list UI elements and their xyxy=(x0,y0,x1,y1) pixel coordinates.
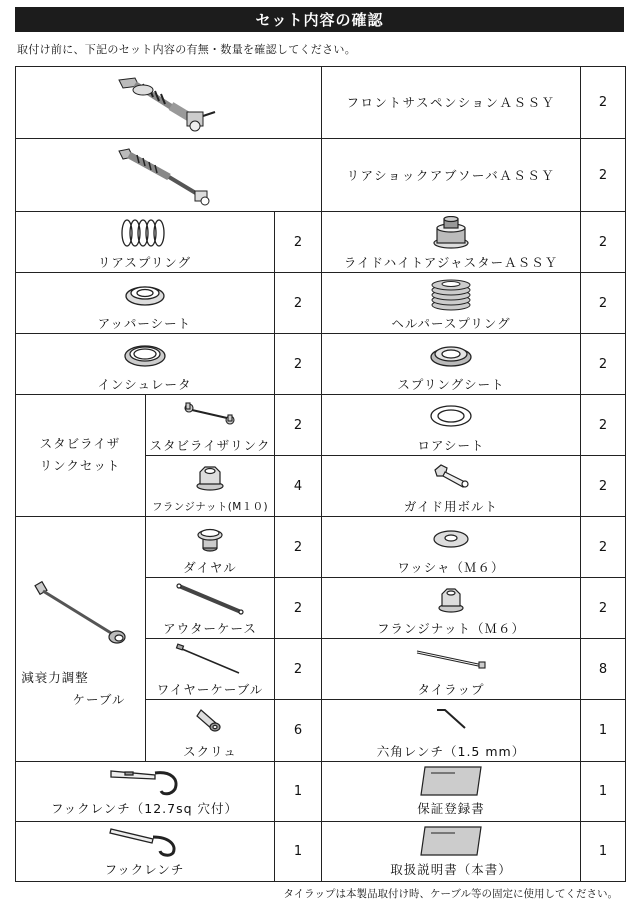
flange-nut-m10-qty: 4 xyxy=(275,456,322,517)
cable-icon xyxy=(33,579,129,647)
stabilizer-group-line2: リンクセット xyxy=(39,458,121,473)
insulator-cell xyxy=(15,334,275,395)
wire-cable-qty: 2 xyxy=(275,639,322,700)
seat-icon xyxy=(123,281,167,307)
document-icon xyxy=(411,825,491,857)
front-coilover-icon xyxy=(113,72,223,134)
damper-group-cell xyxy=(15,517,146,762)
wire-icon xyxy=(175,643,245,677)
spring-seat-qty: 2 xyxy=(581,334,626,395)
lower-seat-name: ロアシート xyxy=(417,438,485,453)
guide-bolt-qty: 2 xyxy=(581,456,626,517)
upper-seat-qty: 2 xyxy=(275,273,322,334)
guide-bolt-cell xyxy=(322,456,581,517)
flange-nut-m10-cell xyxy=(146,456,275,517)
tie-wrap-name: タイラップ xyxy=(417,682,485,697)
outer-case-qty: 2 xyxy=(275,578,322,639)
ride-height-adjuster-name: ライドハイトアジャスターＡＳＳＹ xyxy=(343,255,559,270)
manual-qty: 1 xyxy=(581,822,626,882)
upper-seat-name: アッパーシート xyxy=(97,316,192,331)
ride-height-adjuster-qty: 2 xyxy=(581,212,626,273)
hex-wrench-qty: 1 xyxy=(581,700,626,762)
hook-wrench-12-cell xyxy=(15,762,275,822)
helper-spring-qty: 2 xyxy=(581,273,626,334)
warranty-qty: 1 xyxy=(581,762,626,822)
flange-nut-m10-name: フランジナット(M１０) xyxy=(151,501,269,513)
lower-seat-qty: 2 xyxy=(581,395,626,456)
guide-bolt-name: ガイド用ボルト xyxy=(403,499,499,514)
bolt-icon xyxy=(431,462,471,492)
insulator-qty: 2 xyxy=(275,334,322,395)
screw-cell xyxy=(146,700,275,762)
dial-cell xyxy=(146,517,275,578)
dial-qty: 2 xyxy=(275,517,322,578)
damper-group-line2: ケーブル xyxy=(72,692,126,707)
washer-m6-name: ワッシャ（Ｍ６） xyxy=(397,560,505,575)
tie-wrap-qty: 8 xyxy=(581,639,626,700)
rear-spring-name: リアスプリング xyxy=(97,255,192,270)
helper-spring-cell xyxy=(322,273,581,334)
spring-icon xyxy=(115,217,175,249)
ride-height-adjuster-cell xyxy=(322,212,581,273)
hook-wrench-cell xyxy=(15,822,275,882)
hex-key-icon xyxy=(431,706,471,734)
adjuster-icon xyxy=(431,216,471,250)
dial-icon xyxy=(195,522,225,554)
outer-case-cell xyxy=(146,578,275,639)
nut-icon xyxy=(195,462,225,492)
damper-group-line1: 減衰力調整 xyxy=(21,670,89,685)
rear-spring-cell xyxy=(15,212,275,273)
outer-case-name: アウターケース xyxy=(163,621,257,636)
hook-wrench-qty: 1 xyxy=(275,822,322,882)
helper-spring-icon xyxy=(429,276,473,312)
warranty-cell xyxy=(322,762,581,822)
spring-seat-cell xyxy=(322,334,581,395)
intro-text: 取付け前に、下記のセット内容の有無・数量を確認してください。 xyxy=(17,43,356,56)
stabilizer-group-line1: スタビライザ xyxy=(39,436,121,451)
upper-seat-cell xyxy=(15,273,275,334)
rear-spring-qty: 2 xyxy=(275,212,322,273)
warranty-name: 保証登録書 xyxy=(417,801,485,816)
flange-nut-m6-qty: 2 xyxy=(581,578,626,639)
insulator-name: インシュレータ xyxy=(97,377,192,392)
stabilizer-group-cell xyxy=(15,395,146,517)
tie-wrap-icon xyxy=(413,647,489,671)
lower-seat-cell xyxy=(322,395,581,456)
dial-name: ダイヤル xyxy=(183,560,237,575)
stabilizer-link-qty: 2 xyxy=(275,395,322,456)
document-icon xyxy=(411,765,491,797)
ring-icon xyxy=(429,403,473,429)
spring-seat-icon xyxy=(429,342,473,368)
washer-m6-qty: 2 xyxy=(581,517,626,578)
screw-icon xyxy=(195,706,225,734)
front-suspension-image-cell xyxy=(15,66,322,139)
rear-shock-qty: 2 xyxy=(581,139,626,212)
washer-icon xyxy=(431,527,471,549)
manual-name: 取扱説明書（本書） xyxy=(390,862,512,877)
rear-shock-name: リアショックアブソーバＡＳＳＹ xyxy=(322,139,581,212)
screw-qty: 6 xyxy=(275,700,322,762)
hook-wrench-name: フックレンチ xyxy=(104,862,185,877)
rod-icon xyxy=(175,582,245,616)
hook-wrench-icon xyxy=(105,765,185,797)
flange-nut-m6-name: フランジナット（Ｍ６） xyxy=(377,621,525,636)
tie-wrap-cell xyxy=(322,639,581,700)
helper-spring-name: ヘルパースプリング xyxy=(391,316,511,331)
front-suspension-qty: 2 xyxy=(581,66,626,139)
footnote: タイラップは本製品取付け時、ケーブル等の固定に使用してください。 xyxy=(283,888,618,900)
stabilizer-link-name: スタビライザリンク xyxy=(149,438,271,453)
hex-wrench-name: 六角レンチ（1.5 mm） xyxy=(376,744,526,759)
page-title: セット内容の確認 xyxy=(15,7,624,32)
hook-wrench-icon xyxy=(105,825,185,857)
hex-wrench-cell xyxy=(322,700,581,762)
flange-nut-m6-cell xyxy=(322,578,581,639)
hook-wrench-12-qty: 1 xyxy=(275,762,322,822)
parts-table xyxy=(15,66,626,882)
nut-icon xyxy=(436,584,466,614)
rear-shock-icon xyxy=(113,145,223,207)
insulator-icon xyxy=(123,342,167,368)
front-suspension-name: フロントサスペンションＡＳＳＹ xyxy=(322,66,581,139)
wire-cable-cell xyxy=(146,639,275,700)
spring-seat-name: スプリングシート xyxy=(397,377,505,392)
wire-cable-name: ワイヤーケーブル xyxy=(156,682,264,697)
manual-cell xyxy=(322,822,581,882)
stabilizer-link-cell xyxy=(146,395,275,456)
hook-wrench-12-name: フックレンチ（12.7sq 穴付） xyxy=(50,801,239,816)
washer-m6-cell xyxy=(322,517,581,578)
stabilizer-link-icon xyxy=(180,401,240,427)
screw-name: スクリュ xyxy=(183,744,237,759)
rear-shock-image-cell xyxy=(15,139,322,212)
